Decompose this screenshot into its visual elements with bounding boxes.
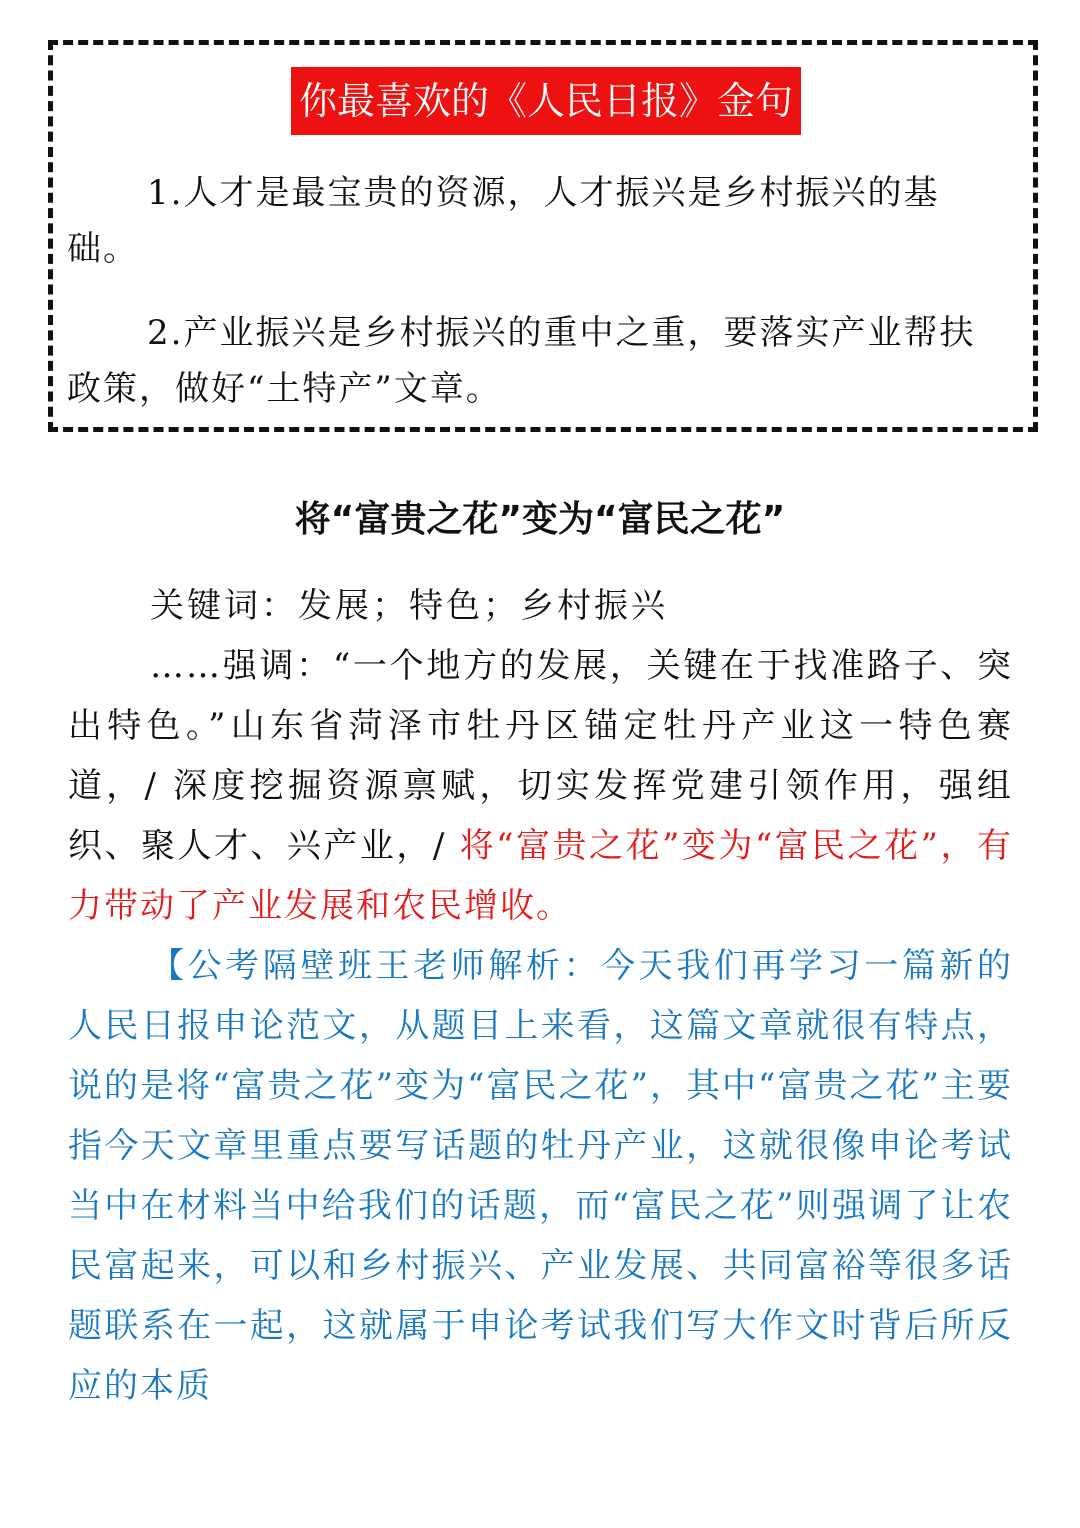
paragraph-1-highlight: 将“富贵之花”变为“富民之花”，有力带动了产业发展和农民增收。 — [68, 826, 1014, 926]
quote-item-1: 1.人才是最宝贵的资源，人才振兴是乡村振兴的基础。 — [67, 173, 940, 269]
quote-box — [48, 40, 1038, 432]
paragraph-1-text: ……强调：“一个地方的发展，关键在于找准路子、突出特色。”山东省菏泽市牡丹区锚定牡丹产业这一特色赛道，/ 深度挖掘资源禀赋，切实发挥党建引领作用，强组织、聚人才、兴产业，/ — [68, 646, 1013, 866]
article-title: 将“富贵之花”变为“富民之花” — [294, 499, 786, 540]
article-paragraph-1 — [68, 636, 1013, 936]
analysis-paragraph: 【公考隔壁班王老师解析：今天我们再学习一篇新的人民日报申论范文，从题目上来看，这篇文章就很有特点，说的是将“富贵之花”变为“富民之花”，其中“富贵之花”主要指今天文章里重点要写话题的牡丹产业，这就很像申论考试当中在材料当中给我们的话题，而“富民之花”则强调了让农民富起来，可以和乡村振兴、产业发展、共同富裕等很多话题联系在一起，这就属于申论考试我们写大作文时背后所反应的本质 — [68, 946, 1013, 1406]
keywords-line: 关键词：发展；特色；乡村振兴 — [150, 586, 668, 626]
quote-box-title: 你最喜欢的《人民日报》金句 — [291, 67, 801, 135]
quote-item-2: 2.产业振兴是乡村振兴的重中之重，要落实产业帮扶政策，做好“土特产”文章。 — [67, 313, 976, 409]
